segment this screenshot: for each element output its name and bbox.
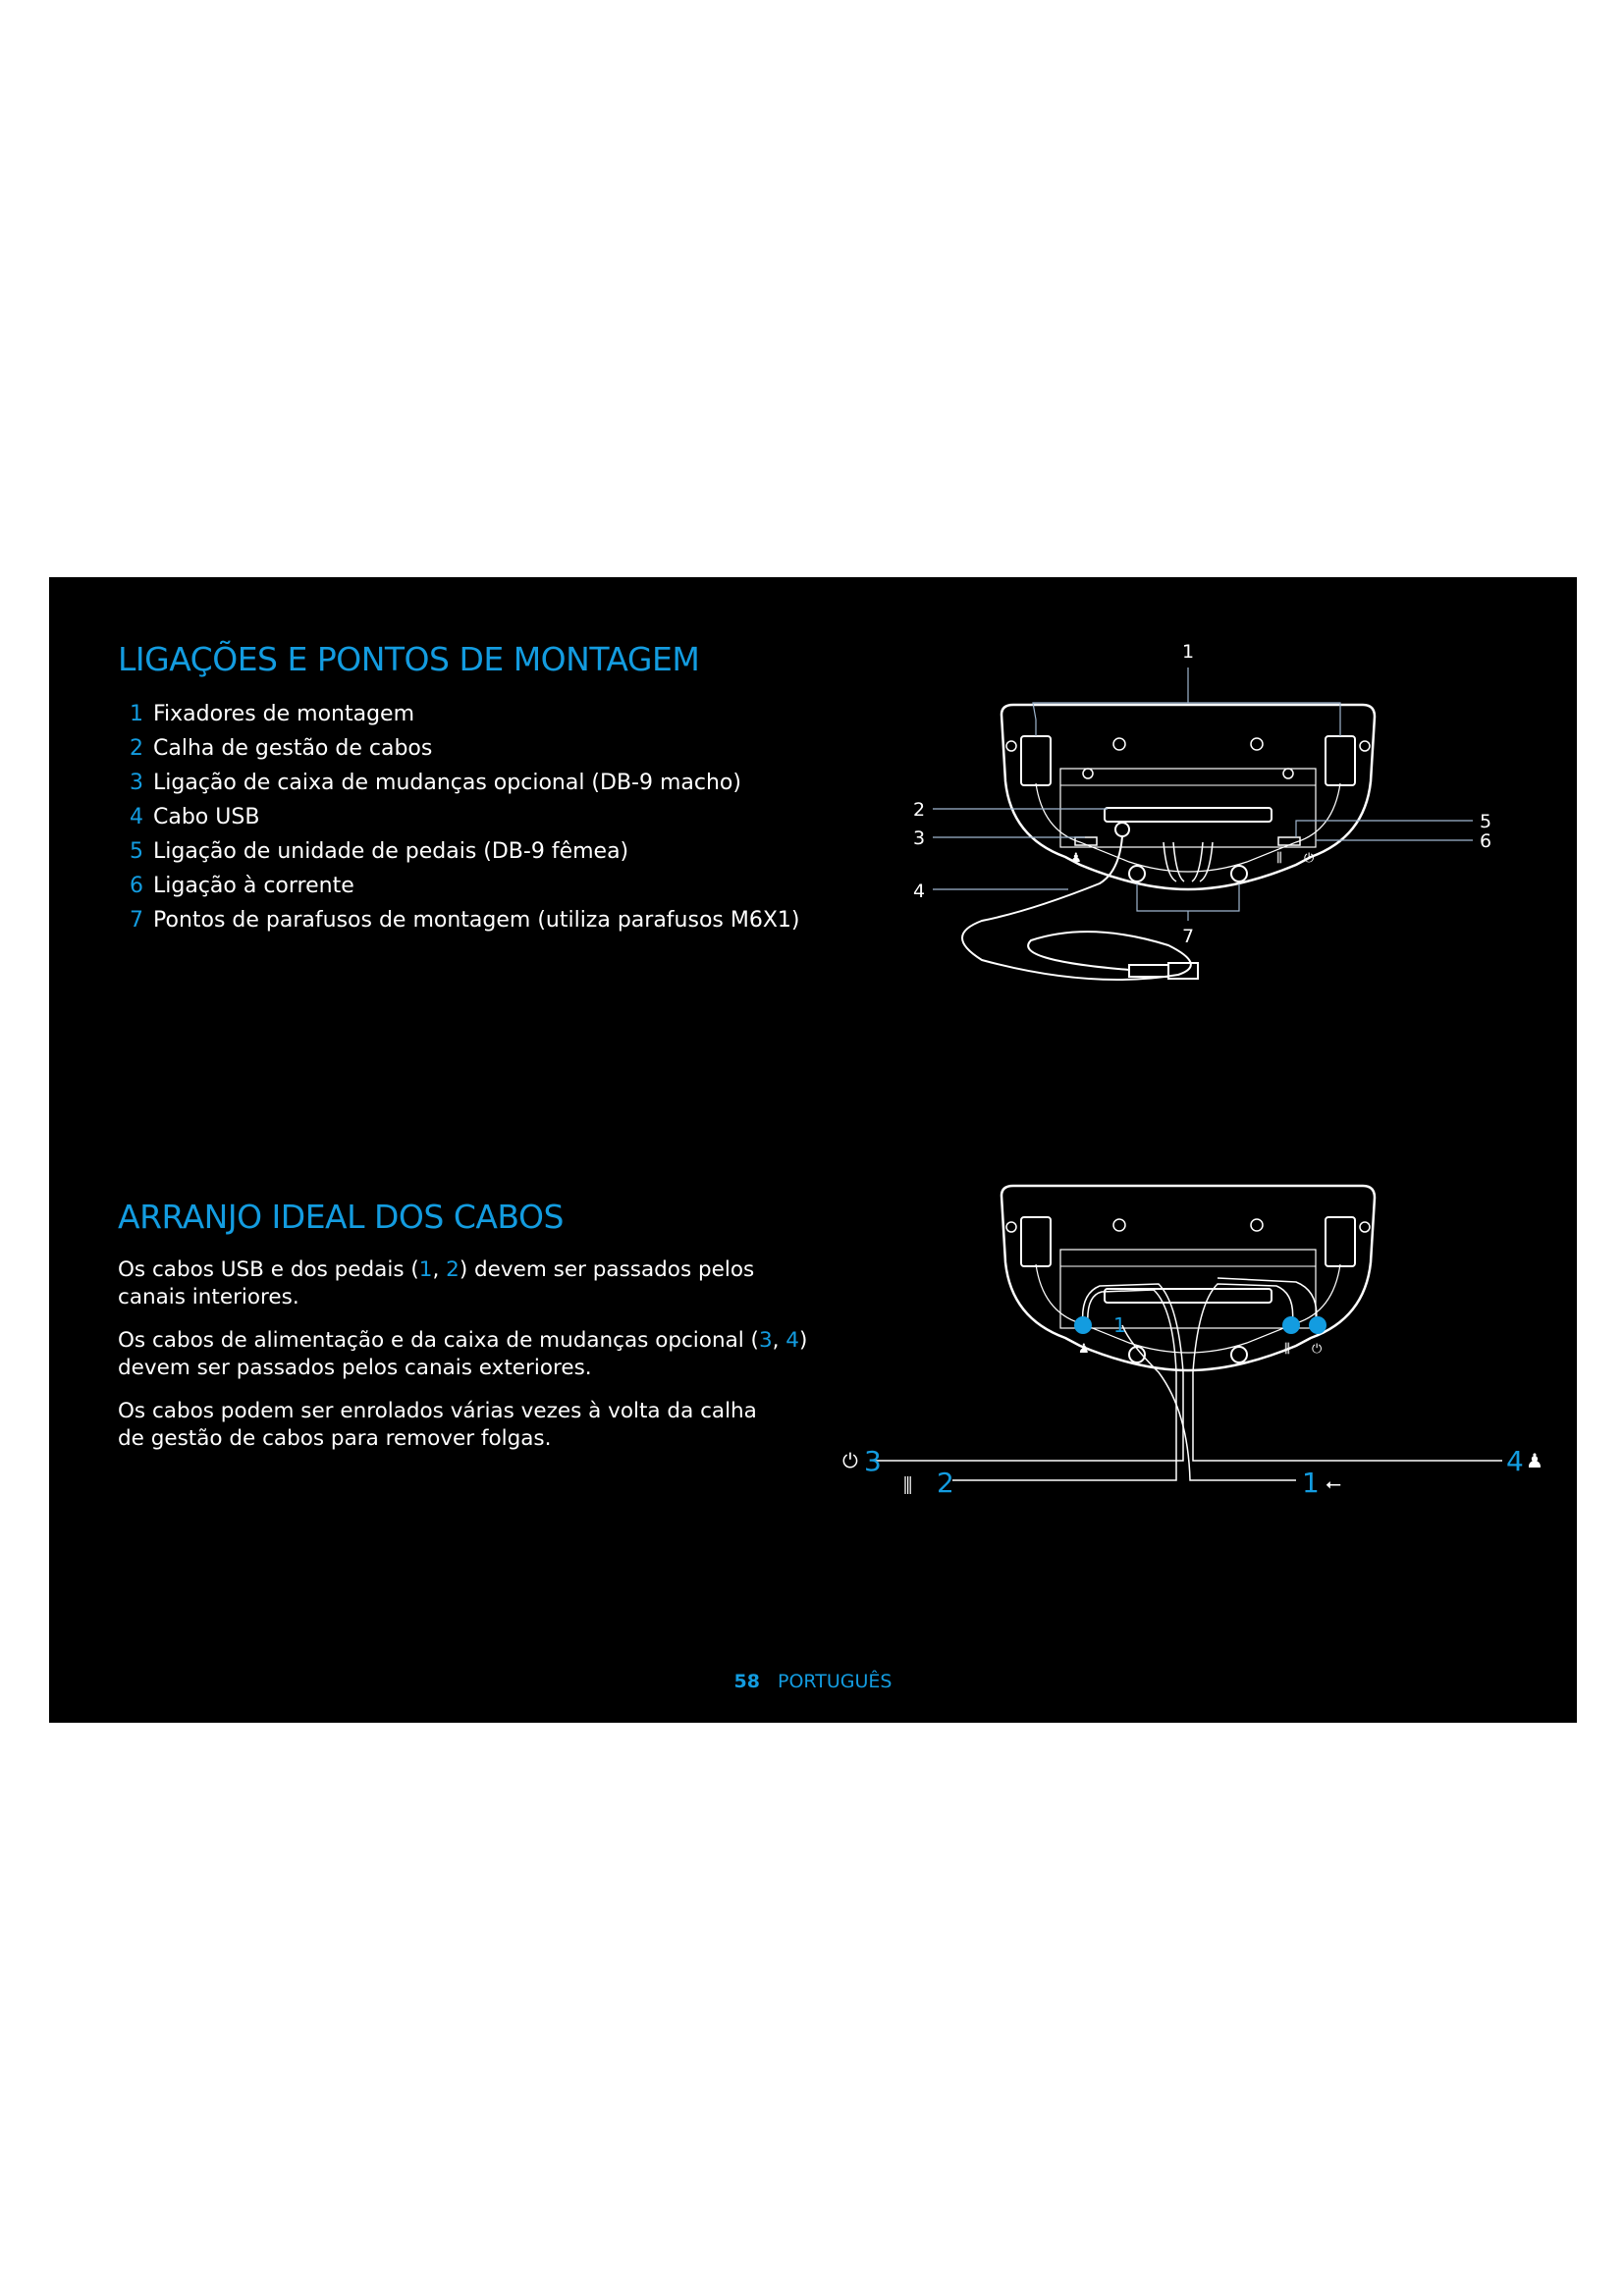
list-item: 1 Fixadores de montagem — [130, 702, 415, 726]
list-item: 7 Pontos de parafusos de montagem (utiliza parafusos M6X1) — [130, 908, 800, 933]
callout-1: 1 — [1182, 641, 1195, 663]
usb-icon: ⭠ — [1326, 1471, 1341, 1495]
callout-mid-1: 1 — [1113, 1313, 1126, 1337]
callout-4: 4 — [913, 881, 926, 902]
callout-1: 1 — [1302, 1467, 1320, 1499]
page-number: 58 — [733, 1671, 760, 1692]
section-title-connections: LIGAÇÕES E PONTOS DE MONTAGEM — [118, 640, 700, 678]
shifter-icon: ♟ — [1070, 851, 1082, 866]
cable-routing-diagram — [835, 1176, 1542, 1569]
callout-7: 7 — [1182, 926, 1195, 947]
power-icon: ⏻ — [1304, 851, 1315, 866]
section-title-cable-routing: ARRANJO IDEAL DOS CABOS — [118, 1198, 564, 1236]
callout-4: 4 — [1506, 1445, 1524, 1477]
pedals-icon: ⫼ — [1284, 1342, 1290, 1357]
paragraph-outer-channels: Os cabos de alimentação e da caixa de mudanças opcional (3, 4) devem ser passados pelos canais exteriores. — [118, 1328, 808, 1380]
manual-page-panel — [49, 577, 1577, 1723]
shifter-icon: ♟ — [1526, 1449, 1543, 1472]
shifter-icon: ♟ — [1078, 1342, 1090, 1357]
callout-2: 2 — [913, 799, 926, 821]
list-item: 4 Cabo USB — [130, 805, 260, 829]
power-icon: ⏻ — [842, 1449, 858, 1472]
footer-language: PORTUGUÊS — [778, 1671, 893, 1692]
paragraph-inner-channels: Os cabos USB e dos pedais (1, 2) devem ser passados pelos canais interiores. — [118, 1257, 755, 1309]
list-item: 6 Ligação à corrente — [130, 874, 354, 898]
callout-5: 5 — [1480, 811, 1492, 832]
list-item: 2 Calha de gestão de cabos — [130, 736, 433, 761]
list-item: 5 Ligação de unidade de pedais (DB-9 fêmea) — [130, 839, 629, 864]
callout-3: 3 — [913, 828, 926, 849]
pedals-icon: ⫼ — [1276, 851, 1282, 866]
list-item: 3 Ligação de caixa de mudanças opcional (DB-9 macho) — [130, 771, 741, 795]
page-footer — [49, 1671, 1577, 1692]
power-icon: ⏻ — [1312, 1342, 1323, 1357]
connector-marker — [1074, 1316, 1092, 1334]
wheel-base-diagram — [835, 626, 1542, 1088]
connector-marker — [1309, 1316, 1326, 1334]
connector-marker — [1282, 1316, 1300, 1334]
callout-2: 2 — [937, 1467, 954, 1499]
connections-list — [130, 697, 800, 937]
pedals-icon: ⫼ — [903, 1473, 913, 1497]
callout-6: 6 — [1480, 830, 1492, 852]
callout-3: 3 — [864, 1445, 882, 1477]
paragraph-cable-wrapping: Os cabos podem ser enrolados várias vezes à volta da calha de gestão de cabos para remover folgas. — [118, 1399, 757, 1451]
